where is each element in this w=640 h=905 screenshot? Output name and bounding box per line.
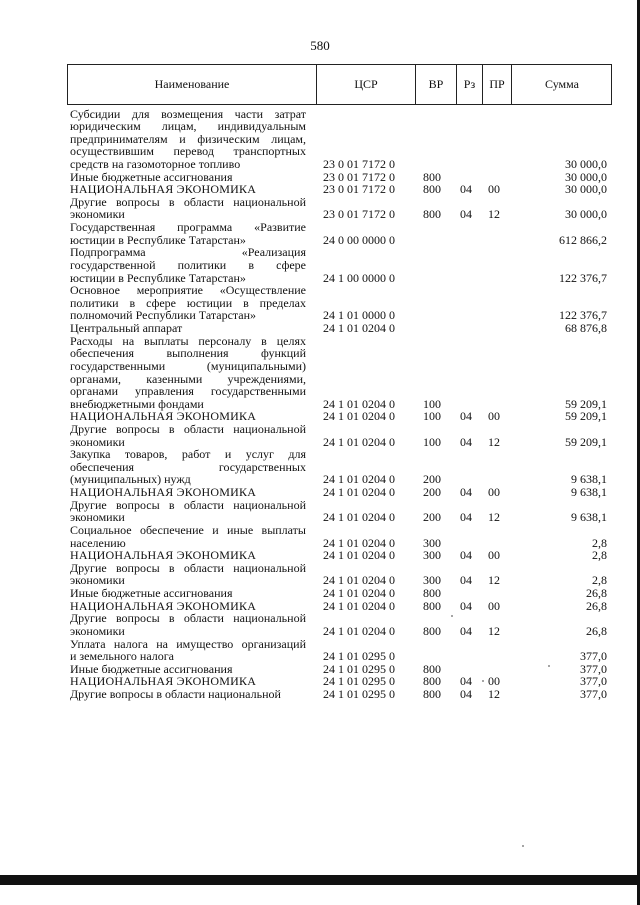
row-sum: 377,0 [580, 661, 607, 676]
row-csr: 23 0 01 7172 0 [323, 182, 395, 197]
row-rz: 04 [460, 485, 472, 500]
row-rz: 04 [460, 573, 472, 588]
row-rz: 04 [460, 548, 472, 563]
row-pr: 00 [488, 674, 500, 689]
row-csr: 24 1 01 0204 0 [323, 472, 395, 487]
row-pr: 00 [488, 485, 500, 500]
row-name-line: Субсидии для возмещения части затрат [70, 106, 306, 121]
row-name-line: НАЦИОНАЛЬНАЯ ЭКОНОМИКА [70, 548, 257, 563]
row-vr: 100 [423, 396, 441, 411]
row-name-line: юстиции в Республике Татарстан» [70, 232, 246, 247]
row-csr: 23 0 01 7172 0 [323, 169, 395, 184]
row-pr: 12 [488, 207, 500, 222]
row-sum: 30 000,0 [565, 207, 607, 222]
scan-border-bottom [0, 875, 640, 885]
row-sum: 59 209,1 [565, 434, 607, 449]
row-name-line: политики в сфере юстиции в пределах [70, 295, 306, 310]
row-name-line: органами управления государственными [70, 384, 306, 399]
row-vr: 800 [423, 207, 441, 222]
row-name-line: НАЦИОНАЛЬНАЯ ЭКОНОМИКА [70, 182, 257, 197]
row-csr: 24 1 01 0204 0 [323, 623, 395, 638]
row-name-line: и земельного налога [70, 649, 175, 664]
row-rz: 04 [460, 674, 472, 689]
row-name-line: населению [70, 535, 126, 550]
row-sum: 9 638,1 [571, 510, 607, 525]
row-csr: 24 1 01 0204 0 [323, 548, 395, 563]
row-name-line: Другие вопросы в области национальной [70, 497, 306, 512]
row-vr: 100 [423, 434, 441, 449]
row-sum: 122 376,7 [559, 270, 607, 285]
row-name-line: государственными (муниципальными) [70, 358, 306, 373]
row-sum: 26,8 [586, 598, 607, 613]
header-pr: ПР [489, 77, 505, 91]
row-rz: 04 [460, 182, 472, 197]
row-name-line: Социальное обеспечение и иные выплаты [70, 522, 306, 537]
row-csr: 24 1 01 0204 0 [323, 396, 395, 411]
row-sum: 59 209,1 [565, 409, 607, 424]
row-rz: 04 [460, 434, 472, 449]
row-name-line: Другие вопросы в области национальной [70, 687, 281, 702]
row-name-line: Центральный аппарат [70, 321, 183, 336]
row-sum: 2,8 [592, 548, 607, 563]
row-vr: 800 [423, 674, 441, 689]
row-csr: 24 1 01 0204 0 [323, 321, 395, 336]
row-pr: 00 [488, 182, 500, 197]
row-name-line: внебюджетными фондами [70, 396, 204, 411]
row-name-line: Подпрограмма «Реализация [70, 245, 306, 260]
row-csr: 24 1 01 0000 0 [323, 308, 395, 323]
row-name-line: экономики [70, 623, 125, 638]
row-csr: 24 1 01 0204 0 [323, 485, 395, 500]
row-vr: 300 [423, 535, 441, 550]
scan-speck [451, 615, 453, 617]
row-name-line: экономики [70, 207, 125, 222]
row-name-line: НАЦИОНАЛЬНАЯ ЭКОНОМИКА [70, 674, 257, 689]
row-sum: 68 876,8 [565, 321, 607, 336]
row-pr: 12 [488, 623, 500, 638]
row-sum: 9 638,1 [571, 485, 607, 500]
row-name-line: Другие вопросы в области национальной [70, 560, 306, 575]
row-sum: 612 866,2 [559, 232, 607, 247]
row-name-line: Другие вопросы в области национальной [70, 194, 306, 209]
row-name-line: средств на газомоторное топливо [70, 156, 241, 171]
row-name-line: экономики [70, 510, 125, 525]
row-sum: 122 376,7 [559, 308, 607, 323]
row-name-line: Закупка товаров, работ и услуг для [70, 447, 306, 462]
row-sum: 2,8 [592, 535, 607, 550]
row-name-line: юстиции в Республике Татарстан» [70, 270, 246, 285]
header-csr: ЦСР [354, 77, 378, 91]
row-name-line: Государственная программа «Развитие [70, 220, 306, 235]
row-pr: 00 [488, 409, 500, 424]
row-vr: 800 [423, 687, 441, 702]
header-vr: ВР [428, 77, 444, 91]
row-csr: 24 1 01 0204 0 [323, 598, 395, 613]
row-name-line: НАЦИОНАЛЬНАЯ ЭКОНОМИКА [70, 485, 257, 500]
row-csr: 24 1 01 0204 0 [323, 573, 395, 588]
row-csr: 24 1 01 0295 0 [323, 649, 395, 664]
row-rz: 04 [460, 207, 472, 222]
row-name-line: осуществившим перевод транспортных [70, 144, 306, 159]
row-rz: 04 [460, 409, 472, 424]
row-sum: 30 000,0 [565, 169, 607, 184]
row-rz: 04 [460, 687, 472, 702]
row-name-line: Другие вопросы в области национальной [70, 611, 306, 626]
page-number: 580 [310, 38, 330, 53]
row-vr: 800 [423, 661, 441, 676]
row-sum: 377,0 [580, 687, 607, 702]
row-csr: 24 1 00 0000 0 [323, 270, 395, 285]
row-vr: 300 [423, 548, 441, 563]
row-name-line: экономики [70, 434, 125, 449]
row-csr: 23 0 01 7172 0 [323, 207, 395, 222]
row-name-line: органами, казенными учреждениями, [70, 371, 306, 386]
row-sum: 26,8 [586, 586, 607, 601]
row-sum: 26,8 [586, 623, 607, 638]
row-name-line: Иные бюджетные ассигнования [70, 586, 233, 601]
row-csr: 24 1 01 0204 0 [323, 586, 395, 601]
row-name-line: государственной политики в сфере [70, 257, 306, 272]
row-vr: 800 [423, 586, 441, 601]
row-pr: 00 [488, 598, 500, 613]
scan-speck [482, 680, 484, 682]
row-pr: 12 [488, 573, 500, 588]
row-name-line: НАЦИОНАЛЬНАЯ ЭКОНОМИКА [70, 409, 257, 424]
row-vr: 800 [423, 169, 441, 184]
row-pr: 00 [488, 548, 500, 563]
row-name-line: Иные бюджетные ассигнования [70, 169, 233, 184]
row-name-line: (муниципальных) нужд [70, 472, 191, 487]
row-pr: 12 [488, 434, 500, 449]
row-name-line: Расходы на выплаты персоналу в целях [70, 333, 306, 348]
row-pr: 12 [488, 687, 500, 702]
row-csr: 24 1 01 0204 0 [323, 510, 395, 525]
row-rz: 04 [460, 598, 472, 613]
row-name-line: обеспечения выполнения функций [70, 346, 306, 361]
row-rz: 04 [460, 510, 472, 525]
row-csr: 24 1 01 0204 0 [323, 434, 395, 449]
table-header [67, 64, 612, 105]
scan-speck [522, 845, 524, 847]
row-rz: 04 [460, 623, 472, 638]
header-name: Наименование [154, 77, 230, 91]
row-csr: 24 0 00 0000 0 [323, 232, 395, 247]
header-rz: Рз [463, 77, 476, 91]
row-name-line: предпринимателям и физическим лицам, [70, 131, 306, 146]
row-sum: 2,8 [592, 573, 607, 588]
row-name-line: юридическим лицам, индивидуальным [70, 119, 306, 134]
row-sum: 30 000,0 [565, 156, 607, 171]
row-vr: 800 [423, 182, 441, 197]
scan-speck [548, 665, 550, 667]
row-name-line: Иные бюджетные ассигнования [70, 661, 233, 676]
row-vr: 300 [423, 573, 441, 588]
row-name-line: Уплата налога на имущество организаций [70, 636, 306, 651]
row-csr: 24 1 01 0204 0 [323, 535, 395, 550]
row-vr: 200 [423, 472, 441, 487]
row-sum: 9 638,1 [571, 472, 607, 487]
row-vr: 100 [423, 409, 441, 424]
row-sum: 30 000,0 [565, 182, 607, 197]
row-sum: 59 209,1 [565, 396, 607, 411]
row-csr: 24 1 01 0295 0 [323, 687, 395, 702]
row-name-line: Другие вопросы в области национальной [70, 422, 306, 436]
row-pr: 12 [488, 510, 500, 525]
row-csr: 24 1 01 0295 0 [323, 661, 395, 676]
row-name-line: Основное мероприятие «Осуществление [70, 283, 306, 298]
row-name-line: полномочий Республики Татарстан» [70, 308, 257, 323]
row-vr: 200 [423, 510, 441, 525]
row-sum: 377,0 [580, 674, 607, 689]
row-csr: 24 1 01 0204 0 [323, 409, 395, 424]
row-vr: 800 [423, 623, 441, 638]
row-csr: 24 1 01 0295 0 [323, 674, 395, 689]
header-sum: Сумма [545, 77, 579, 91]
row-name-line: обеспечения государственных [70, 459, 306, 474]
row-name-line: экономики [70, 573, 125, 588]
row-vr: 200 [423, 485, 441, 500]
row-name-line: НАЦИОНАЛЬНАЯ ЭКОНОМИКА [70, 598, 257, 613]
row-csr: 23 0 01 7172 0 [323, 156, 395, 171]
row-vr: 800 [423, 598, 441, 613]
row-sum: 377,0 [580, 649, 607, 664]
